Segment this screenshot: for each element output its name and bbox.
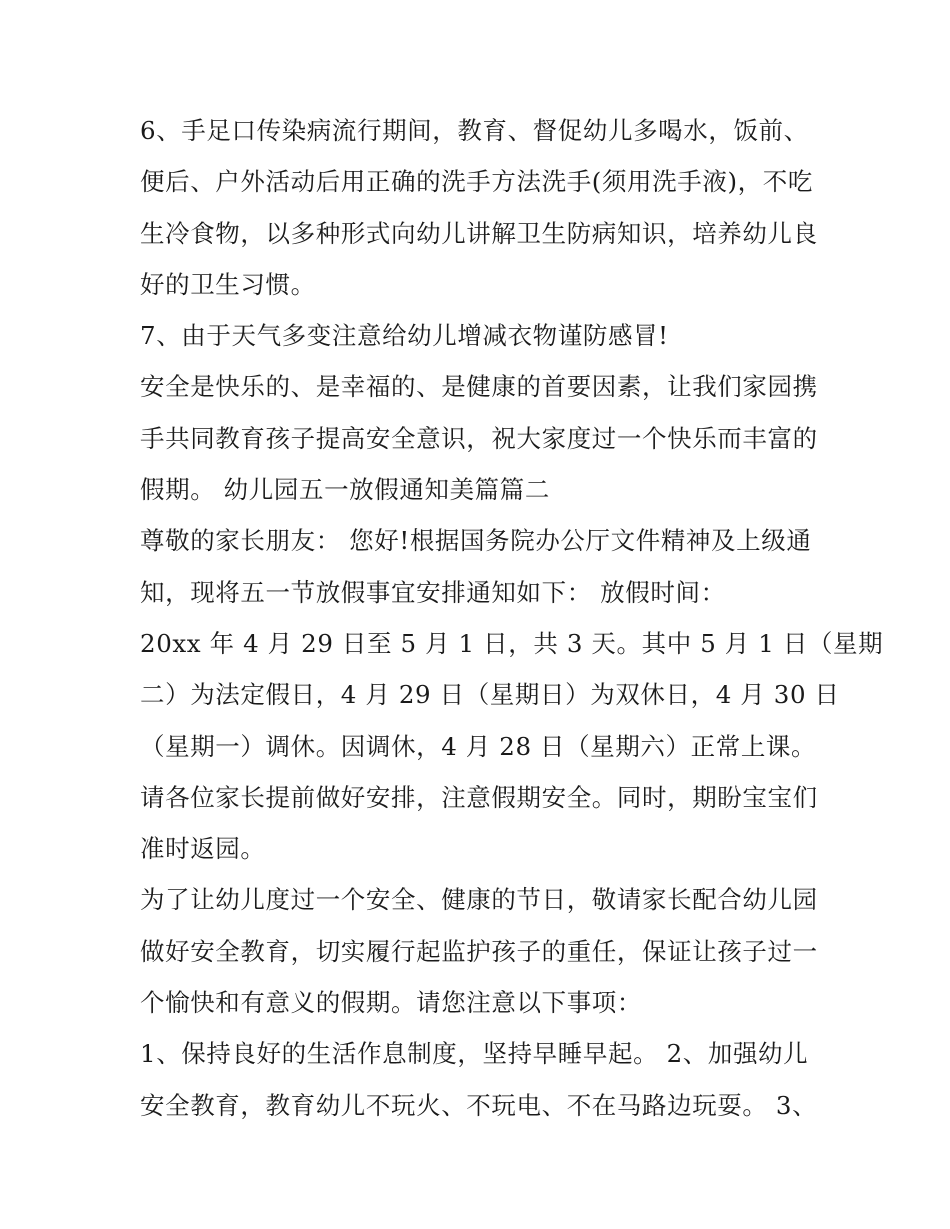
text-line: 为了让幼儿度过一个安全、健康的节日，敬请家长配合幼儿园 xyxy=(140,885,818,915)
text-line: 知，现将五一节放假事宜安排通知如下： 放假时间： xyxy=(140,577,726,607)
text-line: 1、保持良好的生活作息制度，坚持早睡早起。 2、加强幼儿 xyxy=(140,1039,809,1069)
document-body xyxy=(140,105,884,1131)
text-line: 个愉快和有意义的假期。请您注意以下事项： xyxy=(140,988,642,1018)
text-line: 6、手足口传染病流行期间，教育、督促幼儿多喝水，饭前、 xyxy=(140,116,809,145)
text-line: 准时返园。 xyxy=(140,834,266,864)
text-line: 请各位家长提前做好安排，注意假期安全。同时，期盼宝宝们 xyxy=(140,782,818,812)
text-line: 生冷食物，以多种形式向幼儿讲解卫生防病知识，培养幼儿良 xyxy=(140,218,818,248)
text-line: 好的卫生习惯。 xyxy=(140,269,316,299)
text-line: 做好安全教育，切实履行起监护孩子的重任，保证让孩子过一 xyxy=(140,936,818,966)
text-line: 安全是快乐的、是幸福的、是健康的首要因素，让我们家园携 xyxy=(140,372,818,402)
text-line: （星期一）调休。因调休，4 月 28 日（星期六）正常上课。 xyxy=(140,731,817,761)
text-line: 尊敬的家长朋友： 您好!根据国务院办公厅文件精神及上级通 xyxy=(140,526,812,556)
text-line: 安全教育，教育幼儿不玩火、不玩电、不在马路边玩耍。 3、 xyxy=(140,1090,818,1120)
text-line: 7、由于天气多变注意给幼儿增减衣物谨防感冒! xyxy=(140,321,669,351)
text-line: 便后、户外活动后用正确的洗手方法洗手(须用洗手液)，不吃 xyxy=(140,167,813,197)
text-line: 20xx 年 4 月 29 日至 5 月 1 日，共 3 天。其中 5 月 1 日（星期 xyxy=(140,628,884,658)
text-line: 假期。 幼儿园五一放假通知美篇篇二 xyxy=(140,475,550,505)
text-line: 二）为法定假日，4 月 29 日（星期日）为双休日，4 月 30 日 xyxy=(140,680,840,710)
text-line: 手共同教育孩子提高安全意识，祝大家度过一个快乐而丰富的 xyxy=(140,423,818,453)
